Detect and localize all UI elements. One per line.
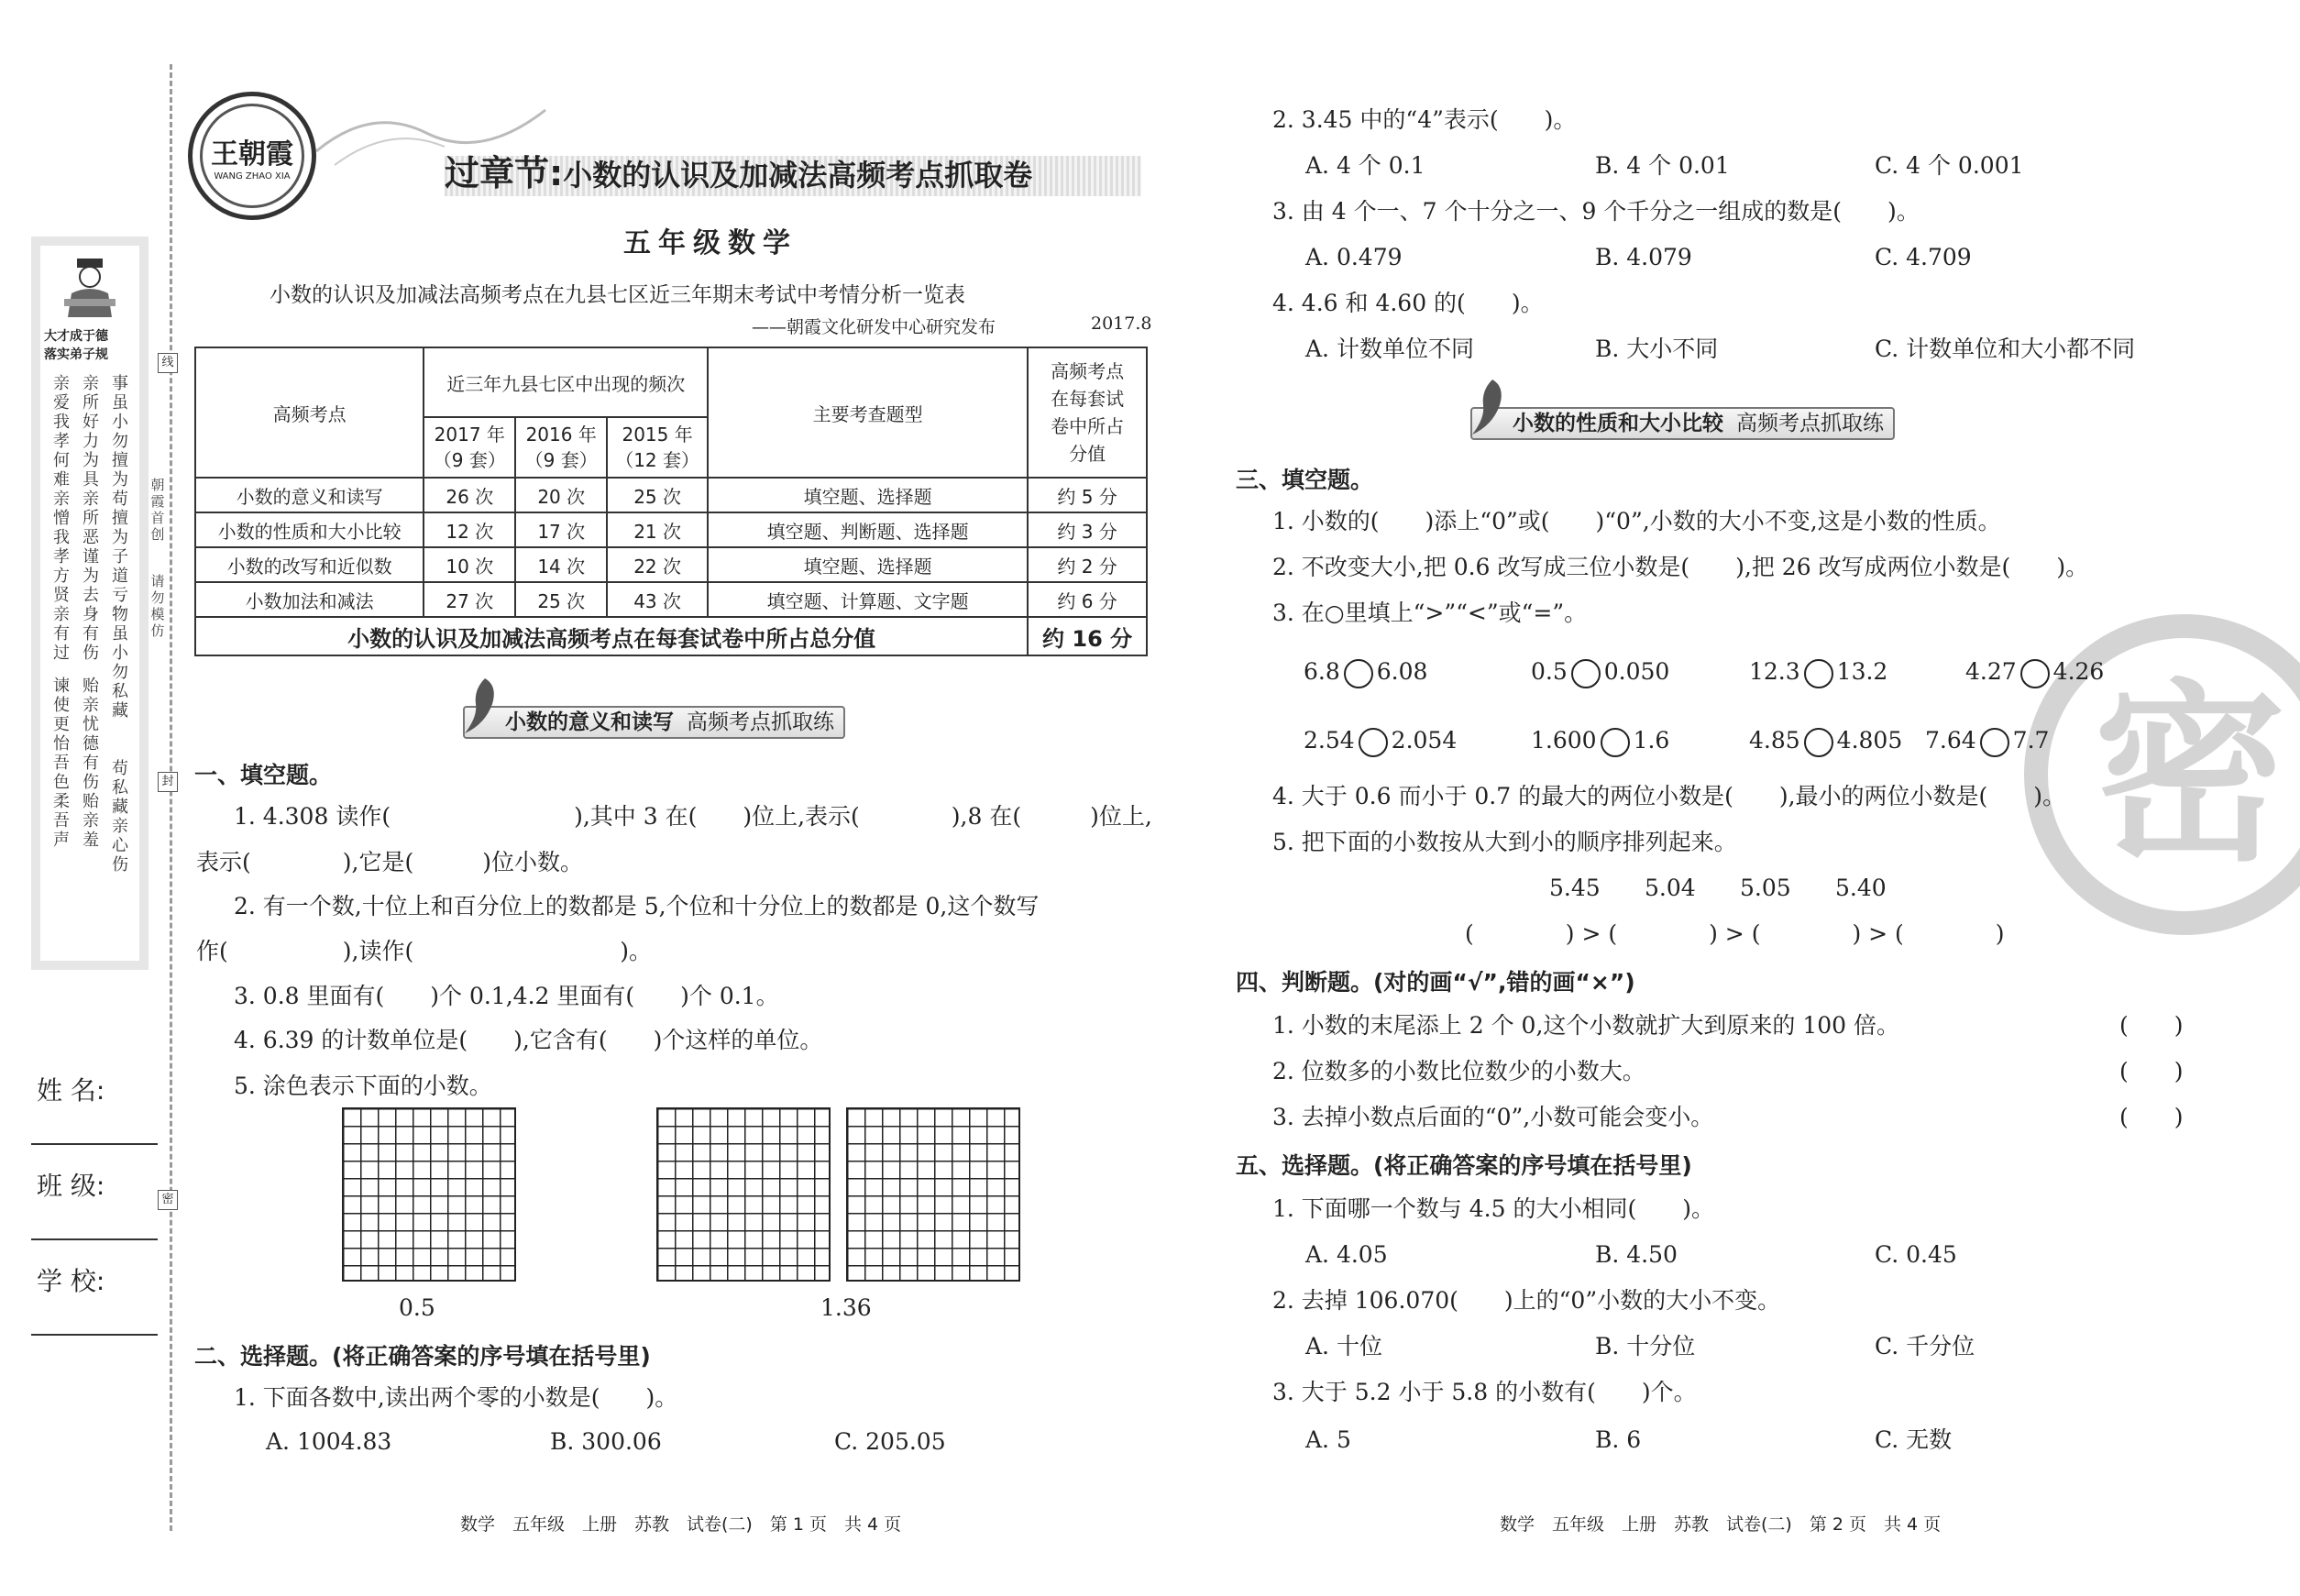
cell-2017: 12 次 [424, 512, 515, 547]
compare-right: 13.2 [1836, 658, 1888, 685]
cell-topic: 小数的性质和大小比较 [195, 512, 424, 547]
compare-left: 12.3 [1749, 658, 1800, 685]
c1-option-c[interactable]: C. 205.05 [834, 1428, 946, 1455]
j3-answer[interactable]: ( ) [2119, 1104, 2184, 1130]
q1-line1: 1. 4.308 读作( ),其中 3 在( )位上,表示( ),8 在( )位上, [234, 803, 1152, 830]
footer-right: 数学 五年级 上册 苏教 试卷(二) 第 2 页 共 4 页 [1500, 1514, 1942, 1535]
s1-option-b[interactable]: B. 4.50 [1595, 1241, 1678, 1268]
s2-option-c[interactable]: C. 千分位 [1875, 1333, 1975, 1359]
th-year-2015: 2015 年（12 套） [607, 417, 708, 478]
table-row [195, 512, 1147, 547]
s1-option-c[interactable]: C. 0.45 [1875, 1241, 1957, 1268]
motto-col: 事虽小勿擅为苟擅为子道亏物虽小勿私藏 [112, 374, 128, 721]
q1-line2: 表示( ),它是( )位小数。 [196, 849, 583, 875]
motto-panel [40, 246, 139, 961]
badge-2-weak: 高频考点抓取练 [1736, 412, 1884, 435]
compare-item [1531, 725, 1669, 757]
school-line[interactable] [31, 1334, 158, 1336]
compare-right: 0.050 [1603, 658, 1670, 685]
scholar-figure-icon [61, 257, 119, 321]
cell-2016: 14 次 [515, 547, 607, 582]
compare-left: 2.54 [1304, 727, 1355, 754]
title-banner [188, 101, 1150, 193]
c4-option-b[interactable]: B. 大小不同 [1595, 336, 1719, 362]
c2: 2. 3.45 中的“4”表示( )。 [1272, 106, 1577, 133]
c2-option-a[interactable]: A. 4 个 0.1 [1305, 152, 1425, 179]
compare-left: 4.85 [1749, 727, 1800, 754]
c2-option-c[interactable]: C. 4 个 0.001 [1875, 152, 2024, 179]
j3: 3. 去掉小数点后面的“0”,小数可能会变小。 [1272, 1104, 1714, 1130]
order-num: 5.40 [1835, 875, 1887, 901]
compare-circle[interactable] [1980, 728, 2009, 757]
motto-col: 贻亲忧德有伤贻亲羞 [83, 677, 99, 850]
compare-circle[interactable] [1344, 659, 1373, 688]
j1: 1. 小数的末尾添上 2 个 0,这个小数就扩大到原来的 100 倍。 [1272, 1012, 1900, 1039]
practice-badge-1 [463, 706, 845, 739]
motto-col: 苟私藏亲心伤 [112, 759, 128, 875]
cell-score: 约 3 分 [1028, 512, 1147, 547]
q5: 5. 涂色表示下面的小数。 [234, 1073, 492, 1099]
brush-icon [1465, 378, 1505, 436]
th-freq: 近三年九县七区中出现的频次 [424, 347, 708, 417]
title-prefix: 过章节 [445, 153, 550, 193]
cell-2017: 27 次 [424, 582, 515, 617]
compare-circle[interactable] [1571, 659, 1601, 688]
publisher: ——朝霞文化研发中心研究发布 [752, 317, 996, 337]
seal-mark-seal: 封 [158, 772, 178, 792]
cell-type: 填空题、计算题、文字题 [708, 582, 1028, 617]
badge-1-weak: 高频考点抓取练 [687, 710, 834, 734]
f4: 4. 大于 0.6 而小于 0.7 的最大的两位小数是( ),最小的两位小数是( )。 [1272, 783, 2066, 809]
page-title [445, 149, 1032, 200]
c3-option-b[interactable]: B. 4.079 [1595, 244, 1692, 270]
note-original: 朝霞首创 [150, 477, 165, 543]
compare-right: 7.7 [2012, 727, 2050, 754]
compare-item [1531, 656, 1669, 688]
compare-item [1965, 656, 2104, 688]
cell-2017: 10 次 [424, 547, 515, 582]
compare-item [1925, 725, 2049, 757]
q4: 4. 6.39 的计数单位是( ),它含有( )个这样的单位。 [234, 1027, 823, 1053]
cell-2015: 21 次 [607, 512, 708, 547]
compare-item [1304, 656, 1427, 688]
cell-2015: 25 次 [607, 478, 708, 512]
hundred-grid[interactable] [846, 1107, 1020, 1282]
grid-label-1: 0.5 [399, 1294, 435, 1321]
section-3-title: 三、填空题。 [1236, 467, 1374, 493]
q2-line2: 作( ),读作( )。 [196, 938, 652, 964]
cell-type: 填空题、选择题 [708, 478, 1028, 512]
c1-option-b[interactable]: B. 300.06 [550, 1428, 662, 1455]
section-1-title: 一、填空题。 [194, 762, 333, 788]
s3-option-a[interactable]: A. 5 [1305, 1426, 1351, 1453]
cell-2016: 20 次 [515, 478, 607, 512]
publish-date: 2017.8 [1091, 314, 1152, 334]
cut-line [170, 64, 172, 1531]
j1-answer[interactable]: ( ) [2119, 1012, 2184, 1039]
motto-col: 亲爱我孝何难亲憎我孝方贤亲有过 [53, 374, 70, 663]
class-label: 班 级: [37, 1171, 105, 1201]
s2-option-a[interactable]: A. 十位 [1305, 1333, 1382, 1359]
s3-option-b[interactable]: B. 6 [1595, 1426, 1642, 1453]
seal-char: 密 [2094, 663, 2287, 887]
c2-option-b[interactable]: B. 4 个 0.01 [1595, 152, 1730, 179]
cell-2017: 26 次 [424, 478, 515, 512]
practice-badge-2 [1470, 407, 1895, 440]
compare-circle[interactable] [1804, 659, 1833, 688]
logo-subtext: WANG ZHAO XIA [214, 171, 291, 182]
th-topic: 高频考点 [195, 347, 424, 478]
total-value: 约 16 分 [1028, 617, 1147, 655]
title-colon: : [549, 153, 564, 193]
compare-circle[interactable] [1804, 728, 1833, 757]
table-total-row [195, 617, 1147, 655]
s2-option-b[interactable]: B. 十分位 [1595, 1333, 1696, 1359]
grid-label-2: 1.36 [820, 1294, 872, 1321]
cell-2016: 25 次 [515, 582, 607, 617]
c4-option-a[interactable]: A. 计数单位不同 [1305, 336, 1474, 362]
compare-left: 6.8 [1304, 658, 1340, 685]
exam-analysis-table [194, 347, 1148, 656]
c3: 3. 由 4 个一、7 个十分之一、9 个千分之一组成的数是( )。 [1272, 198, 1920, 225]
c4: 4. 4.6 和 4.60 的( )。 [1272, 290, 1544, 316]
c4-option-c[interactable]: C. 计数单位和大小都不同 [1875, 336, 2136, 362]
f2: 2. 不改变大小,把 0.6 改写成三位小数是( ),把 26 改写成两位小数是( )。 [1272, 554, 2089, 580]
logo-text: 王朝霞 [211, 138, 293, 171]
class-line[interactable] [31, 1238, 158, 1240]
order-num: 5.45 [1549, 875, 1601, 901]
motto-col: 亲所好力为具亲所恶谨为去身有伤 [83, 374, 99, 663]
footer-left: 数学 五年级 上册 苏教 试卷(二) 第 1 页 共 4 页 [460, 1514, 902, 1535]
title-main: 小数的认识及加减法高频考点抓取卷 [563, 158, 1033, 193]
cell-score: 约 6 分 [1028, 582, 1147, 617]
s3: 3. 大于 5.2 小于 5.8 的小数有( )个。 [1272, 1379, 1697, 1405]
compare-left: 0.5 [1531, 658, 1568, 685]
motto-top-1: 大才成于德 [44, 329, 108, 344]
order-num: 5.04 [1645, 875, 1696, 901]
compare-left: 7.64 [1925, 727, 1976, 754]
subject-title: 五年级数学 [623, 227, 798, 259]
cell-score: 约 5 分 [1028, 478, 1147, 512]
hundred-grid[interactable] [656, 1107, 831, 1282]
c1: 1. 下面各数中,读出两个零的小数是( )。 [234, 1384, 678, 1411]
f5: 5. 把下面的小数按从大到小的顺序排列起来。 [1272, 829, 1737, 855]
cell-type: 填空题、选择题 [708, 547, 1028, 582]
compare-circle[interactable] [1359, 728, 1388, 757]
motto-col: 谏使更怡吾色柔吾声 [53, 677, 70, 850]
section-4-title: 四、判断题。(对的画“√”,错的画“×”) [1236, 969, 1635, 996]
s2: 2. 去掉 106.070( )上的“0”小数的大小不变。 [1272, 1287, 1781, 1314]
th-score: 高频考点在每套试卷中所占分值 [1028, 347, 1147, 478]
section-5-title: 五、选择题。(将正确答案的序号填在括号里) [1236, 1152, 1692, 1179]
f1: 1. 小数的( )添上“0”或( )“0”,小数的大小不变,这是小数的性质。 [1272, 508, 2001, 534]
j2-answer[interactable]: ( ) [2119, 1058, 2184, 1084]
order-num: 5.05 [1740, 875, 1791, 901]
q2-line1: 2. 有一个数,十位上和百分位上的数都是 5,个位和十分位上的数都是 0,这个数写 [234, 893, 1040, 919]
compare-item [1749, 725, 1902, 757]
c3-option-c[interactable]: C. 4.709 [1875, 244, 1972, 270]
name-line[interactable] [31, 1143, 158, 1145]
table-row [195, 547, 1147, 582]
compare-circle[interactable] [1601, 728, 1630, 757]
badge-2-strong: 小数的性质和大小比较 [1513, 412, 1723, 435]
badge-1-strong: 小数的意义和读写 [505, 710, 674, 734]
s3-option-c[interactable]: C. 无数 [1875, 1426, 1953, 1453]
school-label: 学 校: [37, 1266, 105, 1296]
seal-mark-line: 线 [158, 353, 178, 373]
cell-type: 填空题、判断题、选择题 [708, 512, 1028, 547]
brush-icon [457, 677, 498, 735]
cell-topic: 小数加法和减法 [195, 582, 424, 617]
s1: 1. 下面哪一个数与 4.5 的大小相同( )。 [1272, 1195, 1714, 1222]
compare-left: 1.600 [1531, 727, 1597, 754]
section-2-title: 二、选择题。(将正确答案的序号填在括号里) [194, 1343, 651, 1370]
table-row [195, 478, 1147, 512]
note-no-copy: 请勿模仿 [150, 573, 165, 639]
compare-right: 2.054 [1391, 727, 1458, 754]
compare-item [1304, 725, 1457, 757]
compare-right: 6.08 [1376, 658, 1428, 685]
brand-logo [188, 92, 316, 220]
motto-strip [31, 237, 149, 970]
cell-score: 约 2 分 [1028, 547, 1147, 582]
s1-option-a[interactable]: A. 4.05 [1305, 1241, 1388, 1268]
compare-item [1749, 656, 1887, 688]
compare-right: 4.805 [1836, 727, 1903, 754]
c3-option-a[interactable]: A. 0.479 [1305, 244, 1403, 270]
cell-2016: 17 次 [515, 512, 607, 547]
table-row [195, 582, 1147, 617]
cell-topic: 小数的意义和读写 [195, 478, 424, 512]
hundred-grid[interactable] [342, 1107, 516, 1282]
j2: 2. 位数多的小数比位数少的小数大。 [1272, 1058, 1645, 1084]
seal-mark-secret: 密 [158, 1190, 178, 1210]
compare-left: 4.27 [1965, 658, 2017, 685]
f3: 3. 在○里填上“>”“<”或“=”。 [1272, 600, 1588, 626]
th-year-2017: 2017 年（9 套） [424, 417, 515, 478]
c1-option-a[interactable]: A. 1004.83 [266, 1428, 392, 1455]
cell-2015: 22 次 [607, 547, 708, 582]
cell-topic: 小数的改写和近似数 [195, 547, 424, 582]
q3: 3. 0.8 里面有( )个 0.1,4.2 里面有( )个 0.1。 [234, 983, 779, 1009]
table-caption: 小数的认识及加减法高频考点在九县七区近三年期末考试中考情分析一览表 [270, 283, 965, 307]
name-label: 姓 名: [37, 1075, 105, 1106]
th-type: 主要考查题型 [708, 347, 1028, 478]
cell-2015: 43 次 [607, 582, 708, 617]
total-label: 小数的认识及加减法高频考点在每套试卷中所占总分值 [195, 617, 1028, 655]
compare-circle[interactable] [2020, 659, 2050, 688]
compare-right: 4.26 [2052, 658, 2105, 685]
motto-top-2: 落实弟子规 [44, 347, 108, 362]
order-answer-line[interactable]: ( ) > ( ) > ( ) > ( ) [1465, 920, 2005, 947]
compare-right: 1.6 [1633, 727, 1670, 754]
th-year-2016: 2016 年（9 套） [515, 417, 607, 478]
